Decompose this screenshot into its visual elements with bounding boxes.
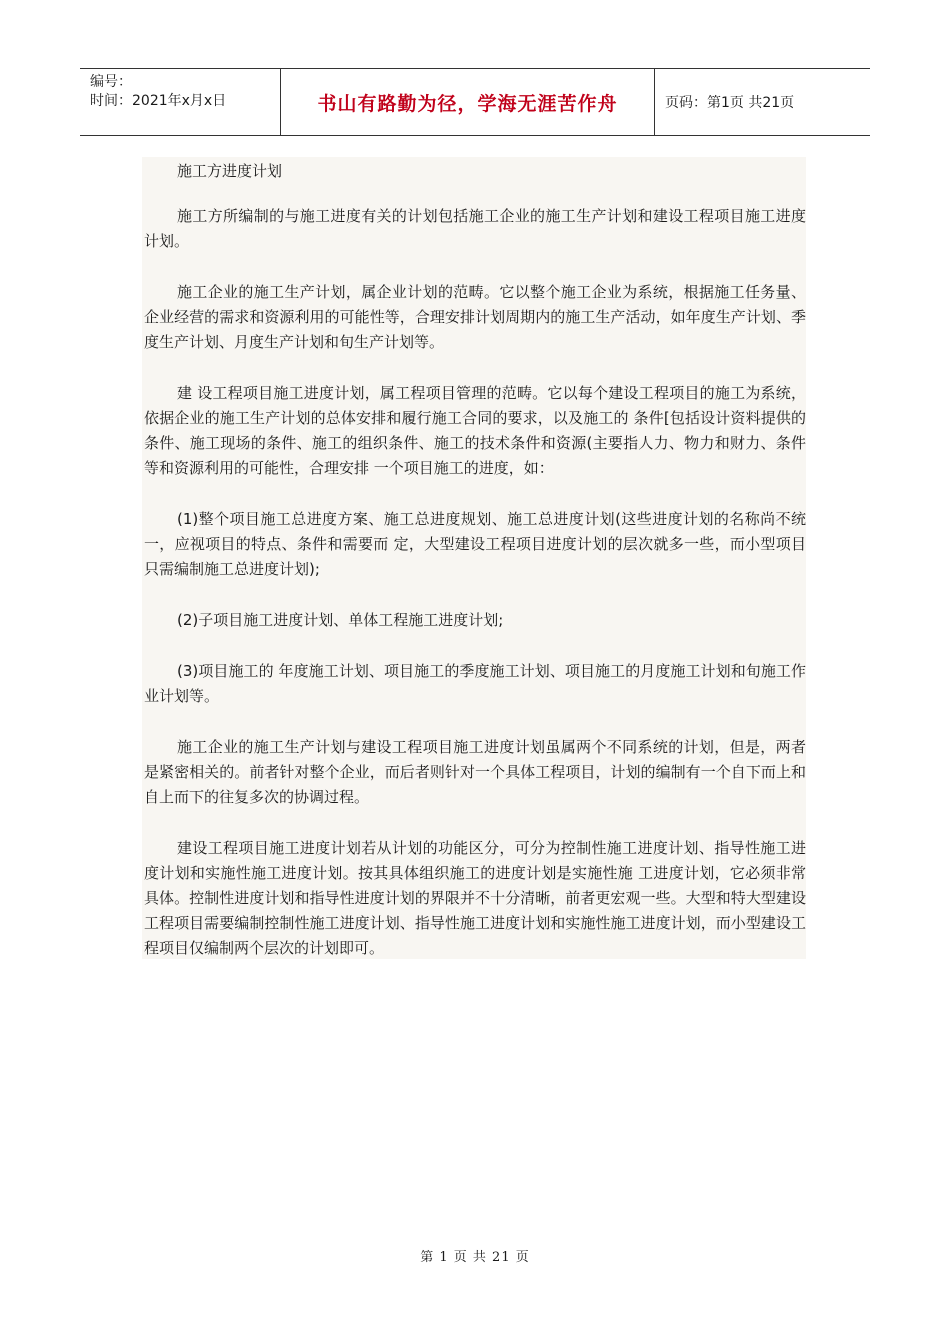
header-page-cell <box>655 69 870 135</box>
footer-page-number: 第 1 页 共 21 页 <box>420 1250 530 1265</box>
paragraph: (3)项目施工的 年度施工计划、项目施工的季度施工计划、项目施工的月度施工计划和旬施工作业计划等。 <box>144 662 806 705</box>
paragraph: (2)子项目施工进度计划、单体工程施工进度计划; <box>177 611 504 629</box>
paragraph: 施工企业的施工生产计划与建设工程项目施工进度计划虽属两个不同系统的计划，但是，两者是紧密相关的。前者针对整个企业，而后者则针对一个具体工程项目，计划的编制有一个自下而上和自上而下的往复多次的协调过程。 <box>144 738 806 806</box>
header-motto-cell <box>281 69 655 135</box>
document-date: 时间：2021年x月x日 <box>90 93 227 109</box>
header-meta <box>80 69 281 135</box>
paragraph: (1)整个项目施工总进度方案、施工总进度规划、施工总进度计划(这些进度计划的名称尚不统一，应视项目的特点、条件和需要而 定，大型建设工程项目进度计划的层次就多一些，而小型项目只需编制施工总进度计划); <box>144 510 806 578</box>
header-motto: 书山有路勤为径，学海无涯苦作舟 <box>317 92 618 115</box>
page-header <box>80 68 870 136</box>
header-page-info: 页码：第1页 共21页 <box>665 95 795 111</box>
document-body <box>142 157 806 959</box>
document-title: 施工方进度计划 <box>177 162 283 180</box>
paragraph: 施工方所编制的与施工进度有关的计划包括施工企业的施工生产计划和建设工程项目施工进度计划。 <box>144 207 806 250</box>
paragraph: 建 设工程项目施工进度计划，属工程项目管理的范畴。它以每个建设工程项目的施工为系统，依据企业的施工生产计划的总体安排和履行施工合同的要求，以及施工的 条件[包括设计资料提供的条件、施工现场的条件、施工的组织条件、施工的技术条件和资源(主要指人力、物力和财力、条件等和资源利用的可能性，合理安排 一个项目施工的进度，如： <box>144 384 806 477</box>
document-number-label: 编号： <box>90 74 132 90</box>
page-footer <box>0 1246 950 1265</box>
paragraph: 建设工程项目施工进度计划若从计划的功能区分，可分为控制性施工进度计划、指导性施工进度计划和实施性施工进度计划。按其具体组织施工的进度计划是实施性施 工进度计划，它必须非常具体。控制性进度计划和指导性进度计划的界限并不十分清晰，前者更宏观一些。大型和特大型建设工程项目需要编制控制性施工进度计划、指导性施工进度计划和实施性施工进度计划，而小型建设工程项目仅编制两个层次的计划即可。 <box>144 839 806 957</box>
paragraph: 施工企业的施工生产计划，属企业计划的范畴。它以整个施工企业为系统，根据施工任务量、企业经营的需求和资源利用的可能性等，合理安排计划周期内的施工生产活动，如年度生产计划、季度生产计划、月度生产计划和旬生产计划等。 <box>144 283 806 351</box>
